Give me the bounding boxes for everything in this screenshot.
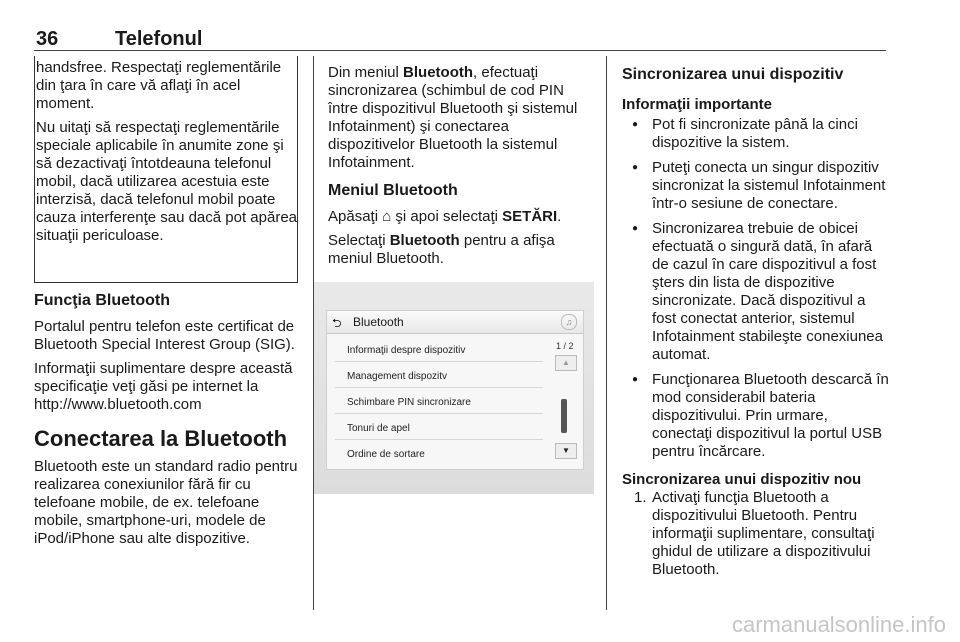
page-title: Telefonul bbox=[115, 28, 203, 50]
text: Din meniul bbox=[328, 64, 404, 81]
scrollbar[interactable] bbox=[561, 399, 567, 433]
home-icon: ⌂ bbox=[382, 208, 392, 225]
subheading-important: Informaţii importante bbox=[622, 96, 773, 113]
music-note-icon[interactable]: ♫ bbox=[561, 314, 577, 330]
list-item: ● Puteţi conecta un singur dispozitiv sincronizat la sistemul Infotainment într-o sesiune de conectare. bbox=[622, 159, 890, 213]
back-icon[interactable]: ⮌ bbox=[332, 316, 342, 330]
step-text: Activaţi funcţia Bluetooth a dispozitivului Bluetooth. Pentru informaţii suplimentare, consultaţi ghidul de utilizare a dispozitivului Bluetooth. bbox=[652, 489, 875, 578]
list-item bbox=[622, 489, 890, 579]
column-middle bbox=[328, 64, 596, 274]
text: şi apoi selectaţi bbox=[391, 208, 503, 225]
warning-box bbox=[34, 56, 298, 283]
scroll-down-icon[interactable]: ▼ bbox=[555, 443, 577, 459]
watermark: carmanualsonline.info bbox=[731, 612, 946, 637]
section-heading-bluetooth-menu: Meniul Bluetooth bbox=[328, 182, 458, 199]
bullet-list bbox=[622, 116, 890, 461]
warning-paragraph: handsfree. Respectaţi reglementările din ţara în care vă aflaţi în acel moment. bbox=[36, 59, 282, 112]
text-bold: Bluetooth bbox=[389, 232, 460, 249]
paragraph bbox=[328, 208, 596, 226]
column-right bbox=[622, 66, 890, 579]
text-bold: Bluetooth bbox=[403, 64, 474, 81]
paragraph: Bluetooth este un standard radio pentru realizarea conexiunilor fără fir cu telefoane mobile, de ex. telefoane mobile, smartphone-uri, modele de iPod/iPhone sau alte dispozitive. bbox=[34, 458, 298, 547]
subheading-new-device: Sincronizarea unui dispozitiv nou bbox=[622, 471, 862, 488]
step-number: 1. bbox=[634, 489, 647, 506]
text: Apăsaţi bbox=[328, 208, 383, 225]
column-left bbox=[34, 292, 304, 554]
menu-title: Bluetooth bbox=[353, 315, 404, 329]
menu-item-device-management[interactable]: Management dispozitv bbox=[335, 366, 543, 388]
text: . bbox=[557, 208, 562, 225]
section-heading-pairing: Sincronizarea unui dispozitiv bbox=[622, 66, 844, 83]
scroll-up-icon[interactable]: ▲ bbox=[555, 355, 577, 371]
paragraph: Informaţii suplimentare despre această specificaţie veţi găsi pe internet la http://www.bluetooth.com bbox=[34, 360, 293, 413]
bluetooth-menu-panel bbox=[326, 310, 584, 470]
paragraph bbox=[328, 232, 596, 268]
paragraph bbox=[328, 64, 596, 172]
menu-item-device-info[interactable]: Informaţii despre dispozitiv bbox=[335, 340, 543, 362]
section-heading-connect: Conectarea la Bluetooth bbox=[34, 426, 288, 451]
header-divider bbox=[34, 50, 886, 51]
column-divider bbox=[606, 56, 607, 610]
bluetooth-menu-screenshot bbox=[314, 282, 594, 494]
list-item: ● Pot fi sincronizate până la cinci dispozitive la sistem. bbox=[622, 116, 890, 152]
text: , efectuaţi sincronizarea (schimbul de cod PIN între dispozitivul Bluetooth şi sistemul Infotainment) şi conectarea dispozitivelor Bluetooth la sistemul Infotainment. bbox=[328, 64, 578, 171]
menu-item-ringtones[interactable]: Tonuri de apel bbox=[335, 418, 543, 440]
list-item: ● Funcţionarea Bluetooth descarcă în mod considerabil bateria dispozitivului. Prin urmare, conectaţi dispozitivul la portul USB pentru încărcare. bbox=[622, 371, 890, 461]
warning-paragraph: Nu uitaţi să respectaţi reglementările speciale aplicabile în anumite zone şi să dezactivaţi întotdeauna telefonul mobil, dacă utilizarea acestuia este interzisă, dacă telefonul mobil poate cauza interferenţe sau dacă pot apărea situaţii periculoase. bbox=[36, 119, 298, 244]
list-item: ● Sincronizarea trebuie de obicei efectuată o singură dată, în afară de cazul în care dispozitivul a fost şters din lista de dispozitive sincronizate. Dacă dispozitivul a fost conectat anterior, sistemul Infotainment stabileşte conexiunea automat. bbox=[622, 220, 890, 364]
page-indicator: 1 / 2 bbox=[556, 341, 574, 351]
page-number: 36 bbox=[36, 28, 59, 50]
menu-title-bar bbox=[327, 311, 583, 334]
text-bold: SETĂRI bbox=[502, 208, 558, 225]
text: Selectaţi bbox=[328, 232, 390, 249]
menu-item-sort-order[interactable]: Ordine de sortare bbox=[347, 449, 425, 460]
text: pentru a afişa meniul Bluetooth. bbox=[328, 232, 555, 267]
paragraph: Portalul pentru telefon este certificat de Bluetooth Special Interest Group (SIG). bbox=[34, 318, 295, 353]
menu-item-change-pin[interactable]: Schimbare PIN sincronizare bbox=[335, 392, 543, 414]
numbered-list bbox=[622, 489, 890, 579]
section-heading-bluetooth-function: Funcţia Bluetooth bbox=[34, 292, 170, 309]
